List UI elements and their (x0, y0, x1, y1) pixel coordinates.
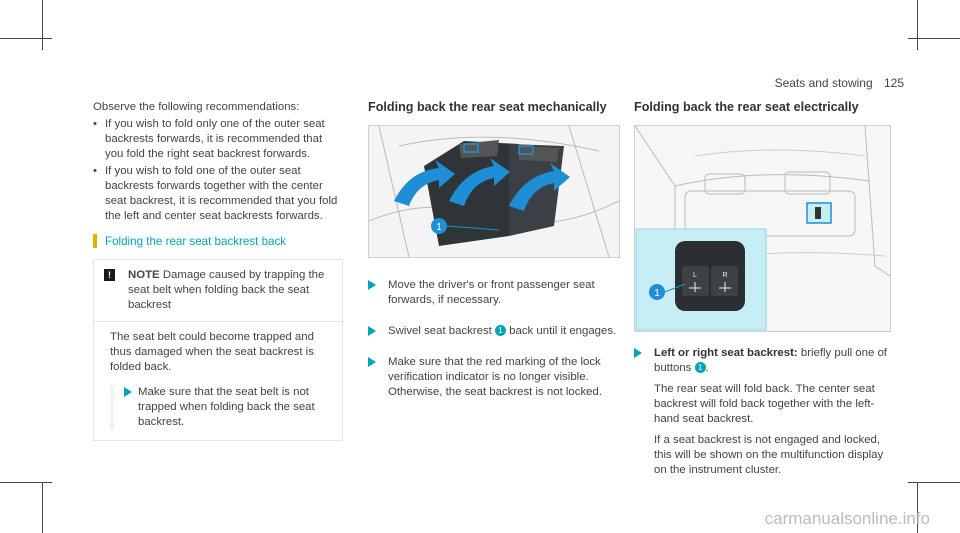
step-item: Left or right seat backrest: briefly pull one of buttons 1 . (634, 346, 892, 376)
step-text: back until it engages. (509, 325, 617, 337)
crop-mark (0, 38, 52, 39)
note-step-text: Make sure that the seat belt is not trapped when folding back the seat backrest. (138, 386, 315, 428)
step-item (368, 355, 620, 400)
crop-mark (917, 0, 918, 50)
switch-label: L (693, 272, 697, 279)
note-paragraph: The seat belt could become trapped and thus damaged when the seat backrest is folded back. (110, 331, 314, 373)
page-header (775, 76, 904, 90)
arrow-icon (368, 357, 376, 367)
crop-mark (42, 0, 43, 50)
page-number: 125 (883, 76, 904, 90)
paragraph: The rear seat will fold back. The center seat backrest will fold back together with the left-hand seat backrest. (654, 383, 875, 425)
section-heading: Folding the rear seat backrest back (93, 234, 343, 249)
paragraph: If a seat backrest is not engaged and locked, this will be shown on the multifunction display on the instrument cluster. (654, 434, 884, 476)
rear-seat-illustration (368, 125, 620, 258)
note-body (94, 322, 342, 440)
list-item: • If you wish to fold only one of the outer seat backrests forwards, it is recommended that you fold the right seat backrest forwards. (93, 117, 343, 162)
figure-callout: 1 (436, 222, 442, 233)
rear-seat-electric-illustration (634, 125, 891, 332)
arrow-icon (368, 280, 376, 290)
note-header (94, 260, 342, 322)
recommendation-list (93, 117, 343, 224)
section-title: Folding back the rear seat electrically (634, 100, 859, 114)
callout-badge: 1 (695, 362, 706, 373)
seat-mechanical-image (369, 126, 619, 257)
callout-badge: 1 (495, 325, 506, 336)
crop-mark (0, 482, 52, 483)
arrow-icon (124, 387, 132, 397)
step-text: Swivel seat backrest (388, 325, 492, 337)
seat-electric-image (635, 126, 890, 331)
crop-mark (908, 38, 960, 39)
header-section: Seats and stowing (774, 76, 873, 90)
arrow-icon (368, 326, 376, 336)
step-text: Make sure that the red marking of the lock verification indicator is no longer visible. Otherwise, the seat backrest is not locked. (388, 356, 602, 398)
note-text: Damage caused by trapping the seat belt when folding back the seat backrest (128, 269, 325, 311)
warning-icon: ! (104, 269, 115, 281)
step-label: Left or right seat backrest: (654, 347, 798, 359)
intro-text: Observe the following recommendations: (93, 101, 300, 113)
section-title: Folding back the rear seat mechanically (368, 100, 607, 114)
column-left (93, 100, 343, 441)
crop-mark (908, 482, 960, 483)
note-step (110, 385, 332, 430)
list-item: • If you wish to fold one of the outer seat backrests forwards together with the center seat backrest, it is recommended that you fold the left and center seat backrests forwards. (93, 164, 343, 224)
note-box (93, 259, 343, 441)
step-item (368, 324, 620, 339)
step-text: Move the driver's or front passenger seat forwards, if necessary. (388, 279, 595, 306)
step-list (368, 278, 620, 400)
crop-mark (42, 483, 43, 533)
column-middle (368, 100, 620, 400)
watermark: carmanualsonline.info (764, 509, 930, 528)
figure-callout: 1 (654, 288, 660, 299)
note-label: NOTE (128, 269, 160, 281)
step-item (368, 278, 620, 308)
step-details (634, 382, 892, 478)
arrow-icon (634, 348, 642, 358)
column-right (634, 100, 892, 478)
switch-label: R (722, 272, 728, 279)
step-text: briefly pull one of buttons (654, 347, 887, 374)
